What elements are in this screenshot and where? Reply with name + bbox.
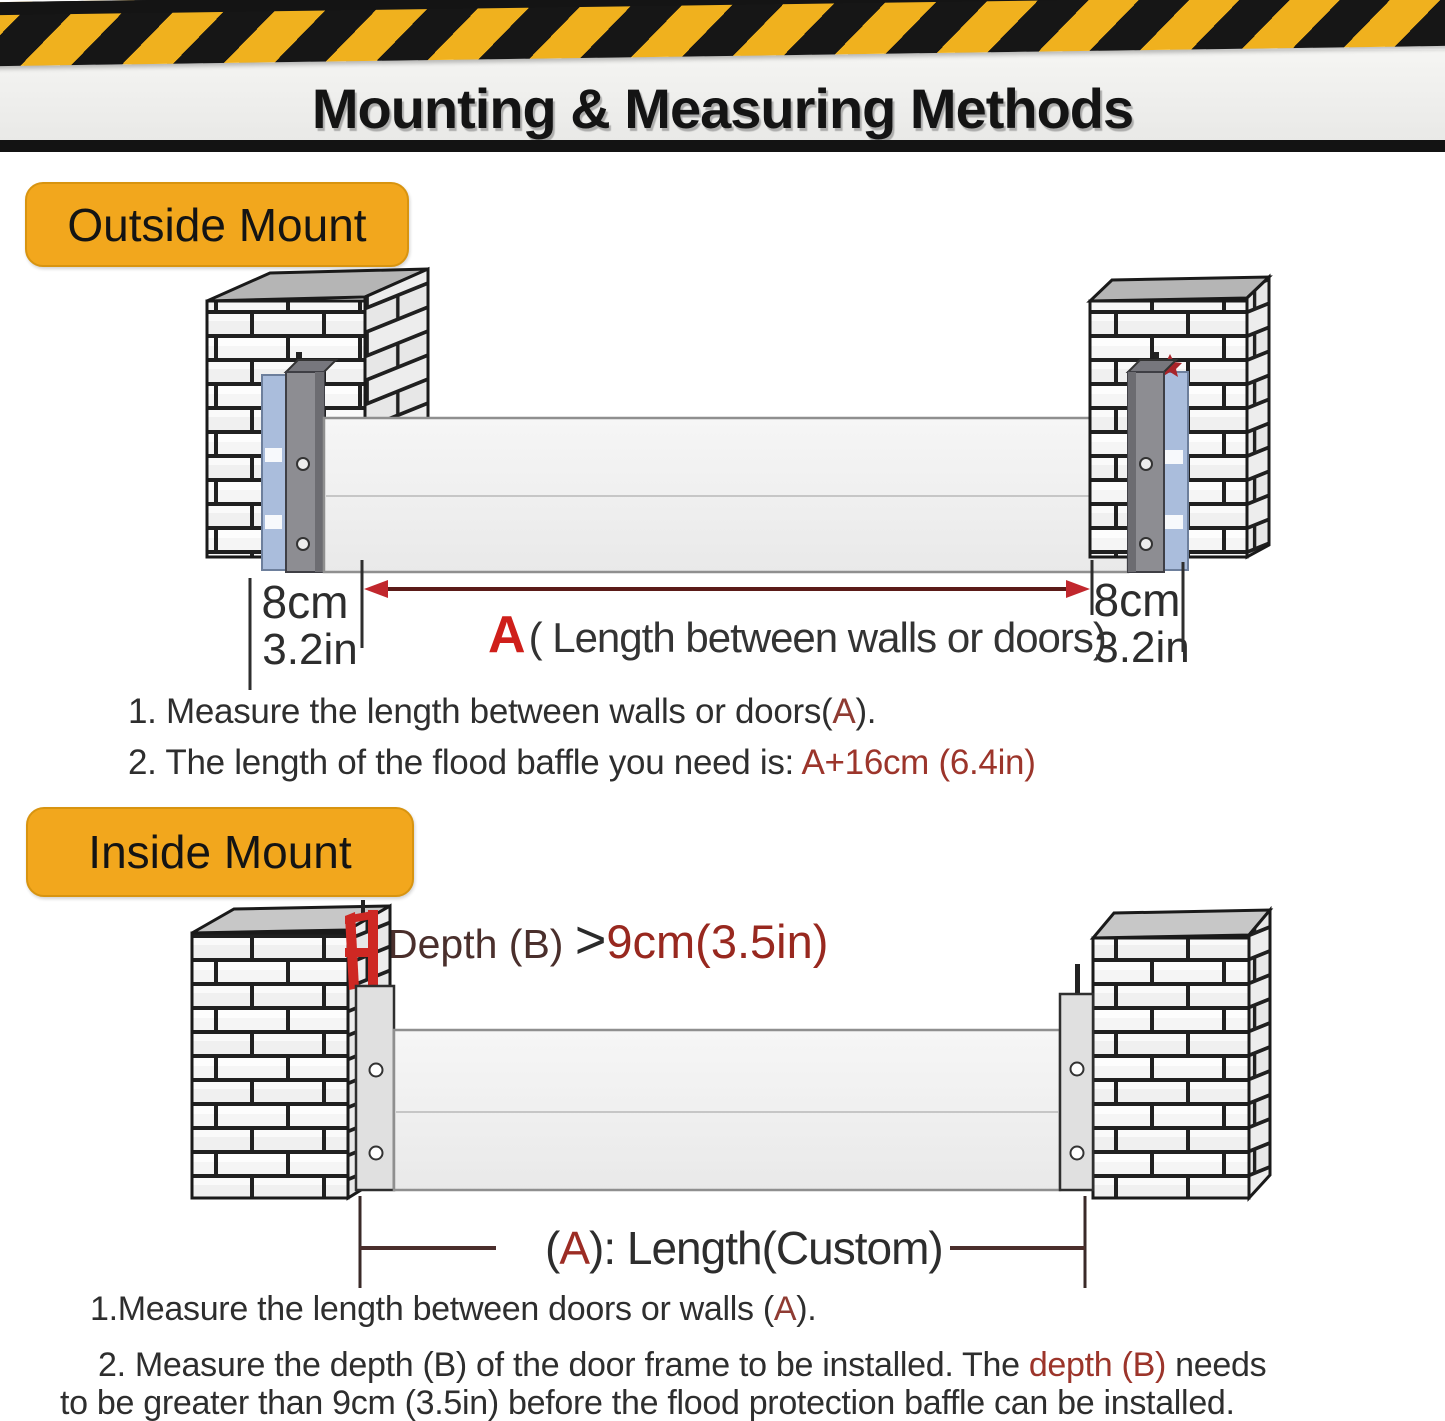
flood-barrier-outside: [324, 418, 1128, 572]
inside-right-channel: [1060, 964, 1093, 1190]
outside-instruction-1: 1. Measure the length between walls or doors(A).: [128, 692, 877, 731]
outside-mount-diagram: [207, 269, 1269, 690]
arrowhead-right: [1066, 580, 1090, 598]
page-title: Mounting & Measuring Methods: [311, 76, 1134, 140]
inside-mount-diagram: [192, 900, 1270, 1288]
arrowhead-left: [364, 580, 388, 598]
outside-dimension: [250, 560, 1190, 690]
depth-annotation: Depth (B) >9cm(3.5in): [388, 910, 829, 970]
inside-mount-badge: Inside Mount: [26, 807, 414, 897]
inside-right-pillar: [1093, 910, 1270, 1198]
inside-left-channel: [356, 986, 394, 1190]
dim-right-cm: 8cm: [1093, 574, 1181, 626]
right-mount-hardware: [1128, 352, 1188, 572]
inside-dimension: [360, 1196, 1085, 1288]
dim-right-in: 3.2in: [1094, 623, 1190, 672]
dim-left-cm: 8cm: [261, 576, 349, 628]
flood-barrier-inside: [394, 1030, 1060, 1190]
dim-a-label: A( Length between walls or doors): [488, 606, 1106, 664]
outside-instruction-2: 2. The length of the flood baffle you need is: A+16cm (6.4in): [128, 743, 1036, 782]
length-custom-label: (A): Length(Custom): [545, 1222, 943, 1274]
inside-instruction-2: 2. Measure the depth (B) of the door frame to be installed. The depth (B) needs: [98, 1346, 1267, 1384]
dim-left-in: 3.2in: [262, 625, 358, 674]
outside-mount-badge: Outside Mount: [25, 182, 409, 267]
inside-instruction-3: to be greater than 9cm (3.5in) before the flood protection baffle can be installed.: [60, 1384, 1235, 1421]
inside-instruction-1: 1.Measure the length between doors or walls (A).: [90, 1290, 817, 1328]
